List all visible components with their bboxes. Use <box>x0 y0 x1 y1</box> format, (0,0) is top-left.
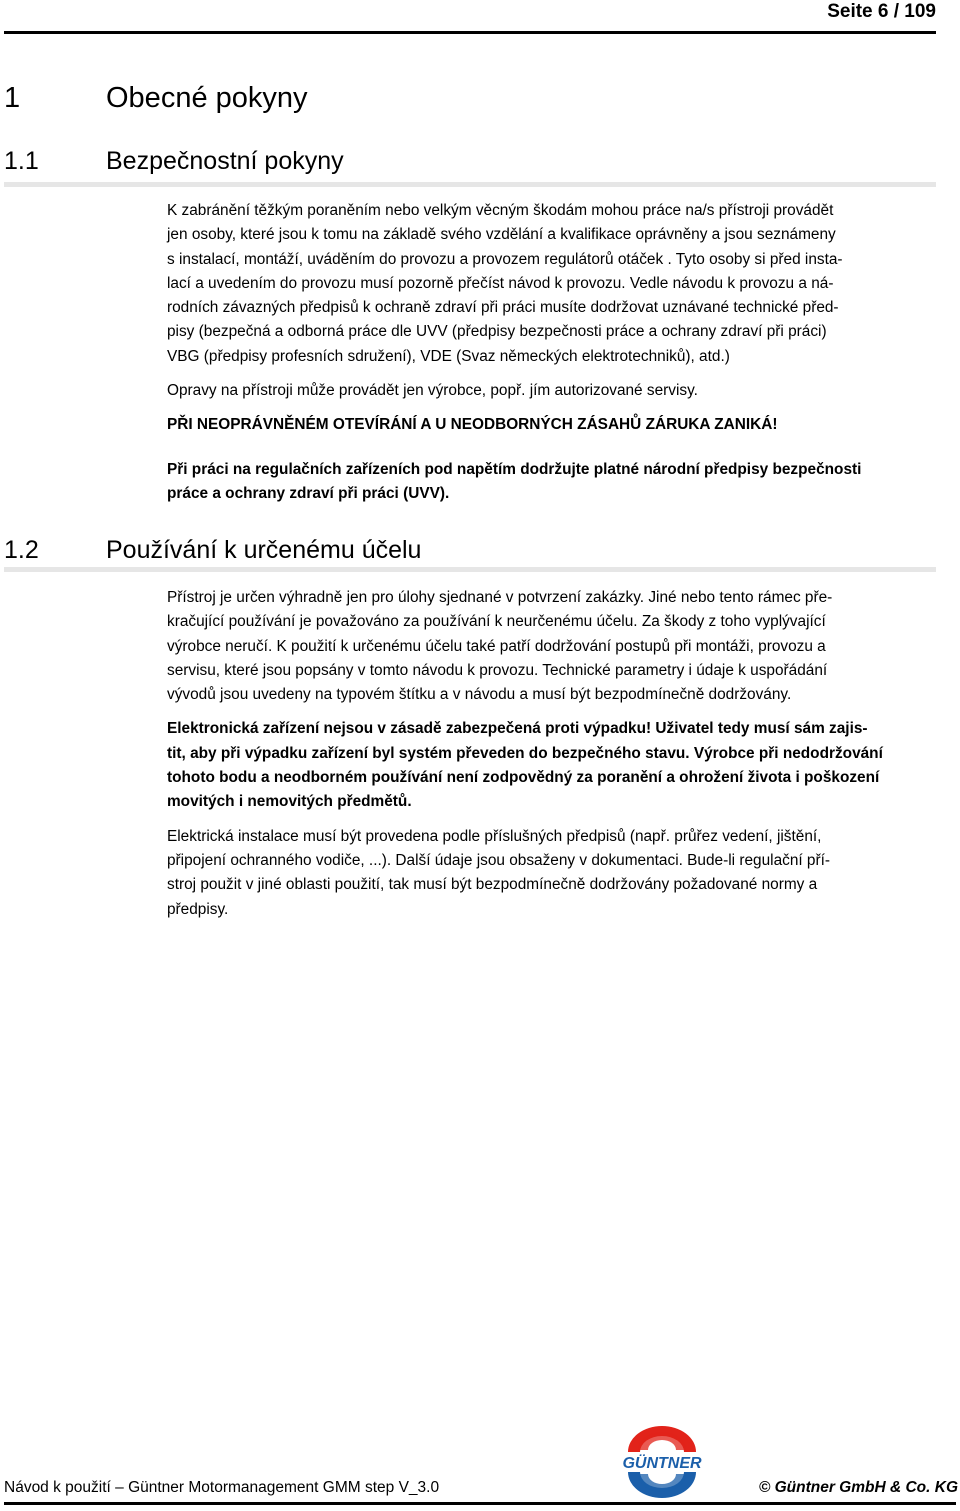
text-line: movitých i nemovitých předmětů. <box>167 793 412 811</box>
text-line: VBG (předpisy profesních sdružení), VDE (Svaz německých elektrotechniků), atd.) <box>167 347 730 365</box>
text-line: tit, aby při výpadku zařízení byl systém převeden do bezpečného stavu. Výrobce při nedodržování <box>167 744 883 762</box>
guntner-logo <box>614 1422 710 1498</box>
text-line: jen osoby, které jsou k tomu na základě svého vzdělání a kvalifikace oprávněny a jsou seznámeny <box>167 226 836 244</box>
text-line: Přístroj je určen výhradně jen pro úlohy sjednané v potvrzení zakázky. Jiné nebo tento rámec pře- <box>167 589 833 606</box>
heading-1-2-title: Používání k určenému účelu <box>106 536 422 564</box>
heading-1-1-title: Bezpečnostní pokyny <box>106 147 344 175</box>
electrical-installation-paragraph <box>167 825 937 922</box>
failure-warning-paragraph <box>167 717 937 814</box>
text-line: práce a ochrany zdraví při práci (UVV). <box>167 484 450 502</box>
heading-1-1-rule <box>4 182 936 187</box>
text-line: stroj použit v jiné oblasti použití, tak musí být bezpodmínečně dodržovány požadované normy a <box>167 876 818 894</box>
heading-1-1-number: 1.1 <box>4 147 39 175</box>
text-line: předpisy. <box>167 900 229 918</box>
warranty-warning: PŘI NEOPRÁVNĚNÉM OTEVÍRÁNÍ A U NEODBORNÝCH ZÁSAHŮ ZÁRUKA ZANIKÁ! <box>167 416 778 434</box>
section-1-2-body <box>167 586 937 922</box>
section-1-1-body <box>167 199 937 506</box>
text-line: připojení ochranného vodiče, ...). Další údaje jsou obsaženy v dokumentaci. Bude-li regulační pří- <box>167 851 831 869</box>
heading-1-2 <box>4 533 421 567</box>
text-line: vývodů jsou uvedeny na typovém štítku a v návodu a musí být bezpodmínečně dodržovány. <box>167 686 792 704</box>
heading-1-2-number: 1.2 <box>4 536 39 564</box>
text-line: Elektrická instalace musí být provedena podle příslušných předpisů (např. průřez vedení, jištění, <box>167 827 822 845</box>
header-rule <box>4 31 936 34</box>
text-line: K zabránění těžkým poraněním nebo velkým věcným škodám mohou práce na/s přístroji provádět <box>167 202 834 219</box>
heading-1-2-rule <box>4 567 936 572</box>
logo-wordmark: GÜNTNER <box>622 1455 702 1472</box>
text-line: výrobce neručí. K použití k určenému účelu také patří dodržování postupů při montáži, provozu a <box>167 637 826 655</box>
footer-copyright: © Güntner GmbH & Co. KG <box>758 1479 958 1496</box>
heading-1-title: Obecné pokyny <box>106 82 308 114</box>
text-line: s instalací, montáží, uváděním do provozu a provozem regulátorů otáček . Tyto osoby si před insta- <box>167 250 843 268</box>
text-line: Elektronická zařízení nejsou v zásadě zabezpečená proti výpadku! Uživatel tedy musí sám zajis- <box>167 720 868 738</box>
footer-document-title: Návod k použití – Güntner Motormanagement GMM step V_3.0 <box>4 1479 440 1496</box>
text-line: lací a uvedením do provozu musí pozorně přečíst návod k provozu. Vedle návodu k provozu a ná- <box>167 274 834 292</box>
text-line: Při práci na regulačních zařízeních pod napětím dodržujte platné národní předpisy bezpečnosti <box>167 460 862 478</box>
text-line: pisy (bezpečná a odborná práce dle UVV (předpisy bezpečnosti práce a ochrany zdraví při práci) <box>167 323 827 341</box>
text-line: servisu, které jsou popsány v tomto návodu k provozu. Technické parametry i údaje k uspořádání <box>167 661 828 679</box>
repairs-paragraph: Opravy na přístroji může provádět jen výrobce, popř. jím autorizované servisy. <box>167 382 698 400</box>
safety-paragraph <box>167 199 937 369</box>
text-line: rodních závazných předpisů k ochraně zdraví při práci musíte dodržovat uznávané technické před- <box>167 299 839 317</box>
heading-1-number: 1 <box>4 82 21 114</box>
live-work-paragraph <box>167 458 937 507</box>
footer-rule <box>4 1502 956 1505</box>
page-number: Seite 6 / 109 <box>827 1 936 22</box>
purpose-paragraph <box>167 586 937 707</box>
heading-1 <box>4 78 308 118</box>
text-line: tohoto bodu a neodborném používání není zodpovědný za poranění a ohrožení života i poškození <box>167 769 880 787</box>
text-line: kračující používání je považováno za používání k neurčenému účelu. Za škody z toho vyplývající <box>167 613 826 631</box>
heading-1-1 <box>4 144 344 178</box>
